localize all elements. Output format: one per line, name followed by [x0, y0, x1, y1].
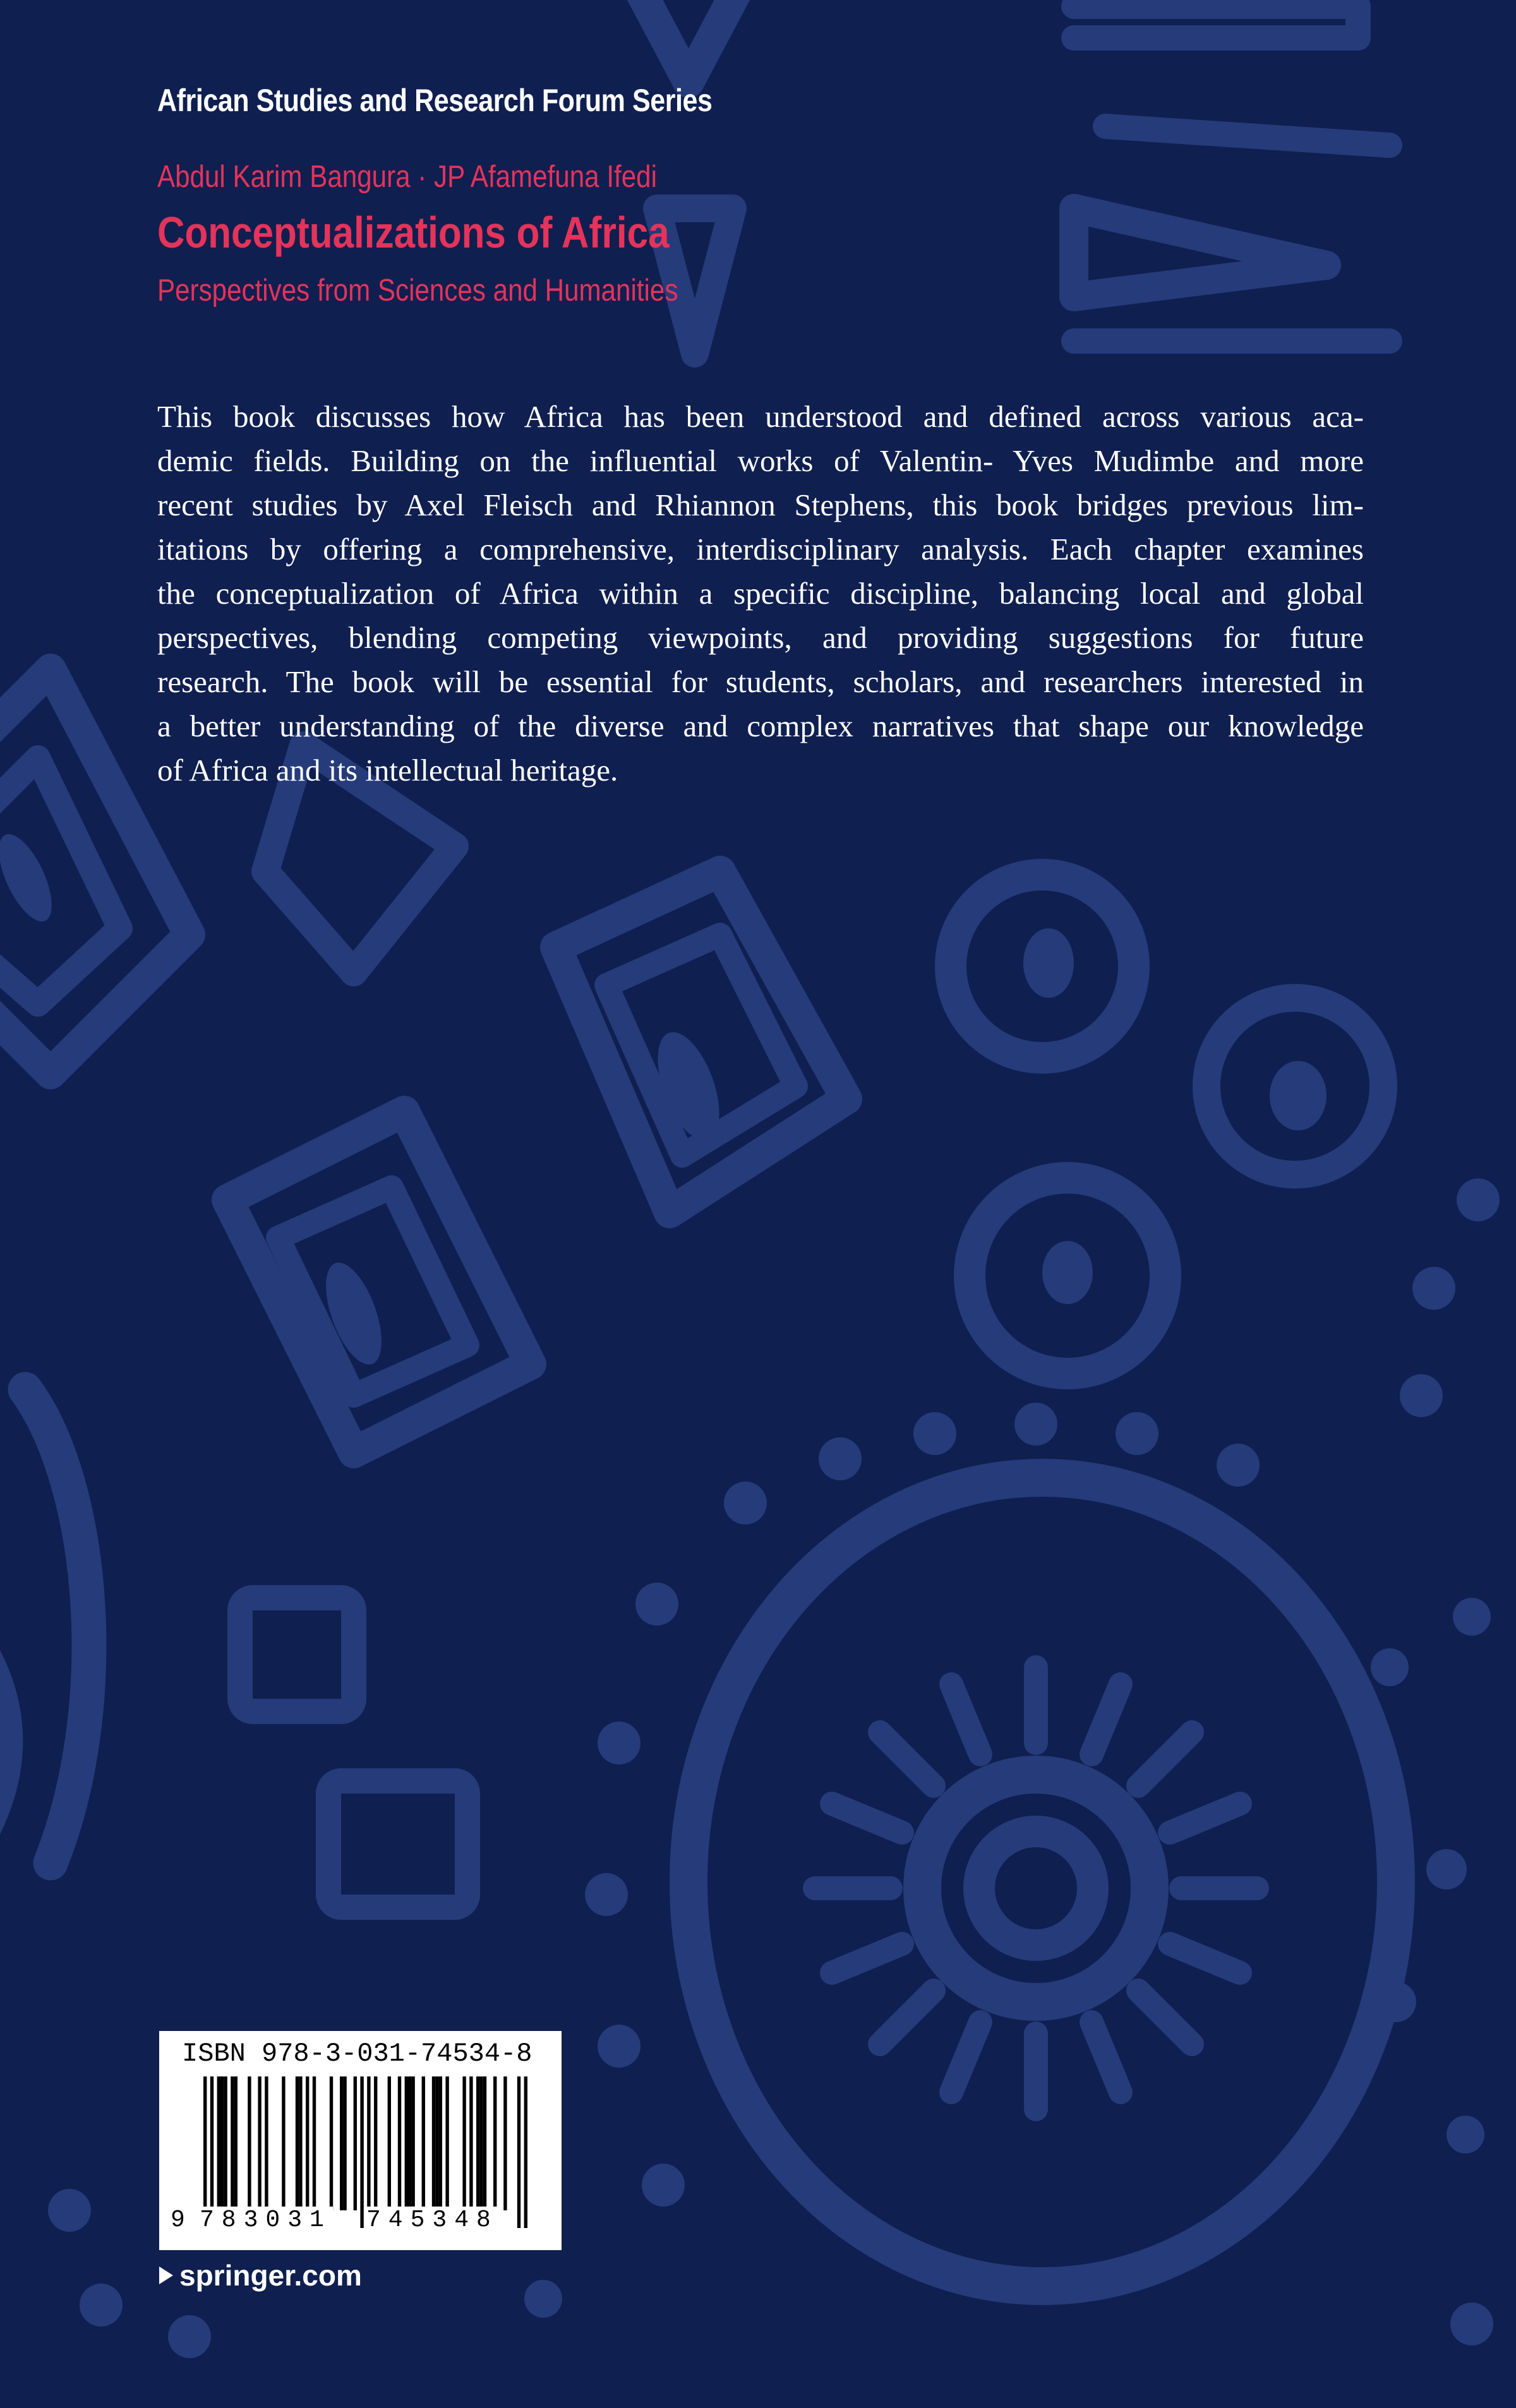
barcode-bar: [439, 2076, 442, 2210]
description-line: itations by offering a comprehensive, interdisciplinary analysis. Each chapter examines: [157, 532, 1364, 566]
book-authors: Abdul Karim Bangura · JP Afamefuna Ifedi: [157, 160, 657, 194]
barcode-bar: [517, 2076, 520, 2228]
barcode-bar: [313, 2076, 316, 2210]
description-line: of Africa and its intellectual heritage.: [157, 753, 618, 788]
barcode-bar: [220, 2076, 224, 2210]
description-line: recent studies by Axel Fleisch and Rhiannon Stephens, this book bridges previous lim-: [157, 488, 1364, 522]
barcode-bar: [422, 2076, 425, 2210]
barcode-bar: [367, 2076, 370, 2228]
barcode-bar: [354, 2076, 357, 2210]
barcode-bar: [374, 2076, 377, 2210]
barcode-bar: [231, 2076, 234, 2210]
description-line: research. The book will be essential for students, scholars, and researchers interested in: [157, 664, 1364, 699]
barcode-bar: [217, 2076, 220, 2210]
book-description: [157, 395, 1364, 793]
book-subtitle: Perspectives from Sciences and Humanities: [157, 273, 678, 308]
barcode-bar: [343, 2076, 346, 2210]
barcode-bar: [248, 2076, 251, 2210]
ean-right-digits: 745348: [366, 2207, 498, 2234]
barcode-bar: [234, 2076, 238, 2210]
barcode-bar: [479, 2076, 483, 2210]
description-line: This book discusses how Africa has been understood and defined across various aca-: [157, 399, 1364, 434]
barcode-bar: [330, 2076, 333, 2210]
barcode-bar: [408, 2076, 411, 2210]
ean-first-digit: 9: [171, 2207, 185, 2234]
barcode-bar: [493, 2076, 496, 2210]
barcode-bar: [203, 2076, 207, 2228]
barcode-bar: [210, 2076, 214, 2228]
barcode-bar: [445, 2076, 448, 2210]
barcode-bar: [299, 2076, 302, 2210]
isbn-barcode: [159, 2031, 562, 2250]
description-line: a better understanding of the diverse and complex narratives that shape our knowledge: [157, 709, 1364, 743]
barcode-bar: [503, 2076, 507, 2210]
barcode-bar: [398, 2076, 401, 2210]
barcode-bar: [405, 2076, 408, 2210]
description-line: the conceptualization of Africa within a specific discipline, balancing local and global: [157, 576, 1364, 611]
description-line: demic fields. Building on the influential works of Valentin- Yves Mudimbe and more: [157, 443, 1364, 478]
barcode-bar: [224, 2076, 227, 2210]
isbn-number: ISBN 978-3-031-74534-8: [182, 2039, 532, 2069]
barcode-bar: [462, 2076, 466, 2210]
publisher-link[interactable]: [159, 2258, 362, 2296]
ean-left-digits: 783031: [200, 2207, 332, 2234]
barcode-bar: [388, 2076, 391, 2210]
barcode-bar: [432, 2076, 435, 2210]
publisher-url: springer.com: [179, 2259, 362, 2292]
barcode-bar: [340, 2076, 343, 2210]
barcode-bar: [476, 2076, 479, 2210]
book-title: Conceptualizations of Africa: [157, 208, 670, 257]
description-line: perspectives, blending competing viewpoints, and providing suggestions for future: [157, 620, 1364, 655]
series-title: African Studies and Research Forum Series: [157, 83, 713, 118]
barcode-bar: [265, 2076, 268, 2210]
barcode-bar: [360, 2076, 363, 2228]
barcode-bar: [306, 2076, 309, 2210]
ean-digits: [171, 2207, 550, 2238]
play-arrow-icon: [159, 2267, 173, 2284]
barcode-bar: [524, 2076, 527, 2228]
barcode-bar: [483, 2076, 486, 2210]
barcode-bar: [258, 2076, 261, 2210]
barcode-bar: [469, 2076, 472, 2210]
barcode-bar: [435, 2076, 438, 2210]
barcode-bar: [282, 2076, 285, 2210]
barcode-bar: [296, 2076, 299, 2210]
barcode-bar: [411, 2076, 414, 2210]
